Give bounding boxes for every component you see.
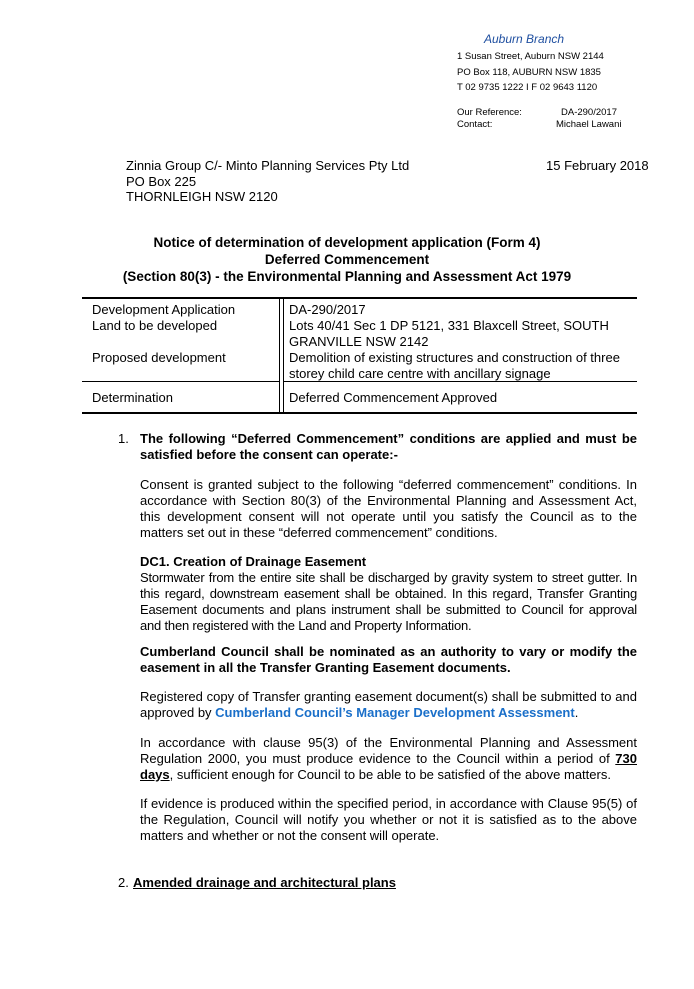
addressee-block (126, 158, 409, 205)
row-label: Proposed development (92, 350, 226, 365)
table-divider (283, 381, 637, 382)
evidence-paragraph: If evidence is produced within the specified period, in accordance with Clause 95(5) of the Regulation, Council will notify you whether or not it is satisfied as to the above matters and whether or not the consent will operate. (140, 796, 637, 843)
section-heading: The following “Deferred Commencement” conditions are applied and must be satisfied before the consent can operate:- (140, 431, 637, 462)
condition-text: Stormwater from the entire site shall be discharged by gravity system to street gutter. In this regard, downstream easement shall be obtained. In this regard, Transfer Granting Easement documents and plans instrument shall be submitted to Council for approval and then registered with the Land and Property Information. (140, 570, 637, 633)
addressee-line: THORNLEIGH NSW 2120 (126, 189, 278, 204)
registered-copy-paragraph (140, 689, 637, 721)
paragraph-text: In accordance with clause 95(3) of the Environmental Planning and Assessment Regulation 2000, you must produce evidence to the Council within a period of (140, 735, 637, 766)
row-value: Lots 40/41 Sec 1 DP 5121, 331 Blaxcell Street, SOUTH GRANVILLE NSW 2142 (289, 318, 609, 349)
section-heading: Amended drainage and architectural plans (133, 875, 396, 890)
application-details-table (82, 298, 637, 418)
table-bottom-border (82, 412, 637, 414)
table-row (82, 318, 637, 350)
paragraph-text: Registered copy of Transfer granting easement document(s) shall be submitted to and approved by (140, 689, 637, 720)
addressee-line: Zinnia Group C/- Minto Planning Services Pty Ltd (126, 158, 410, 173)
notice-title: Notice of determination of development application (Form 4) (153, 235, 541, 250)
manager-link[interactable]: Cumberland Council’s Manager Development Assessment (215, 705, 575, 720)
branch-phone-line: T 02 9735 1222 I F 02 9643 1120 (457, 82, 598, 93)
row-value: Demolition of existing structures and construction of three storey child care centre with ancillary signage (289, 350, 620, 381)
section-number: 1. (118, 431, 129, 446)
our-reference-label: Our Reference: (457, 107, 522, 118)
days-period: 730 days (140, 751, 637, 782)
paragraph-text: . (574, 705, 579, 720)
notice-subtitle: Deferred Commencement (264, 252, 430, 267)
branch-address-line: 1 Susan Street, Auburn NSW 2144 (457, 51, 604, 62)
row-value: DA-290/2017 (289, 302, 366, 317)
notice-act-reference: (Section 80(3) - the Environmental Planning and Assessment Act 1979 (122, 269, 572, 284)
table-divider (283, 299, 284, 412)
row-value: Deferred Commencement Approved (289, 390, 498, 405)
consent-paragraph: Consent is granted subject to the following “deferred commencement” conditions. In accordance with Section 80(3) of the Environmental Planning and Assessment Act, this development consent will not operate until you satisfy the Council as to the matters set out in these “deferred commencement” conditions. (140, 477, 637, 540)
condition-heading: DC1. Creation of Drainage Easement (140, 554, 367, 569)
table-divider (279, 299, 280, 412)
section-number: 2. (118, 875, 129, 890)
contact-value: Michael Lawani (556, 119, 622, 130)
contact-label: Contact: (457, 119, 493, 130)
letter-date: 15 February 2018 (546, 158, 649, 173)
branch-po-box-line: PO Box 118, AUBURN NSW 1835 (457, 67, 601, 78)
row-label: Determination (92, 390, 173, 405)
paragraph-text: , sufficient enough for Council to be able to be satisfied of the above matters. (169, 767, 611, 782)
branch-name: Auburn Branch (484, 32, 565, 46)
clause-paragraph (140, 735, 637, 783)
row-label: Development Application (92, 302, 236, 317)
our-reference-value: DA-290/2017 (561, 107, 617, 118)
table-divider (82, 381, 279, 382)
table-row (82, 298, 637, 318)
nomination-paragraph: Cumberland Council shall be nominated as an authority to vary or modify the easement in all the Transfer Granting Easement documents. (140, 644, 637, 675)
row-label: Land to be developed (92, 318, 218, 333)
addressee-line: PO Box 225 (126, 173, 197, 189)
